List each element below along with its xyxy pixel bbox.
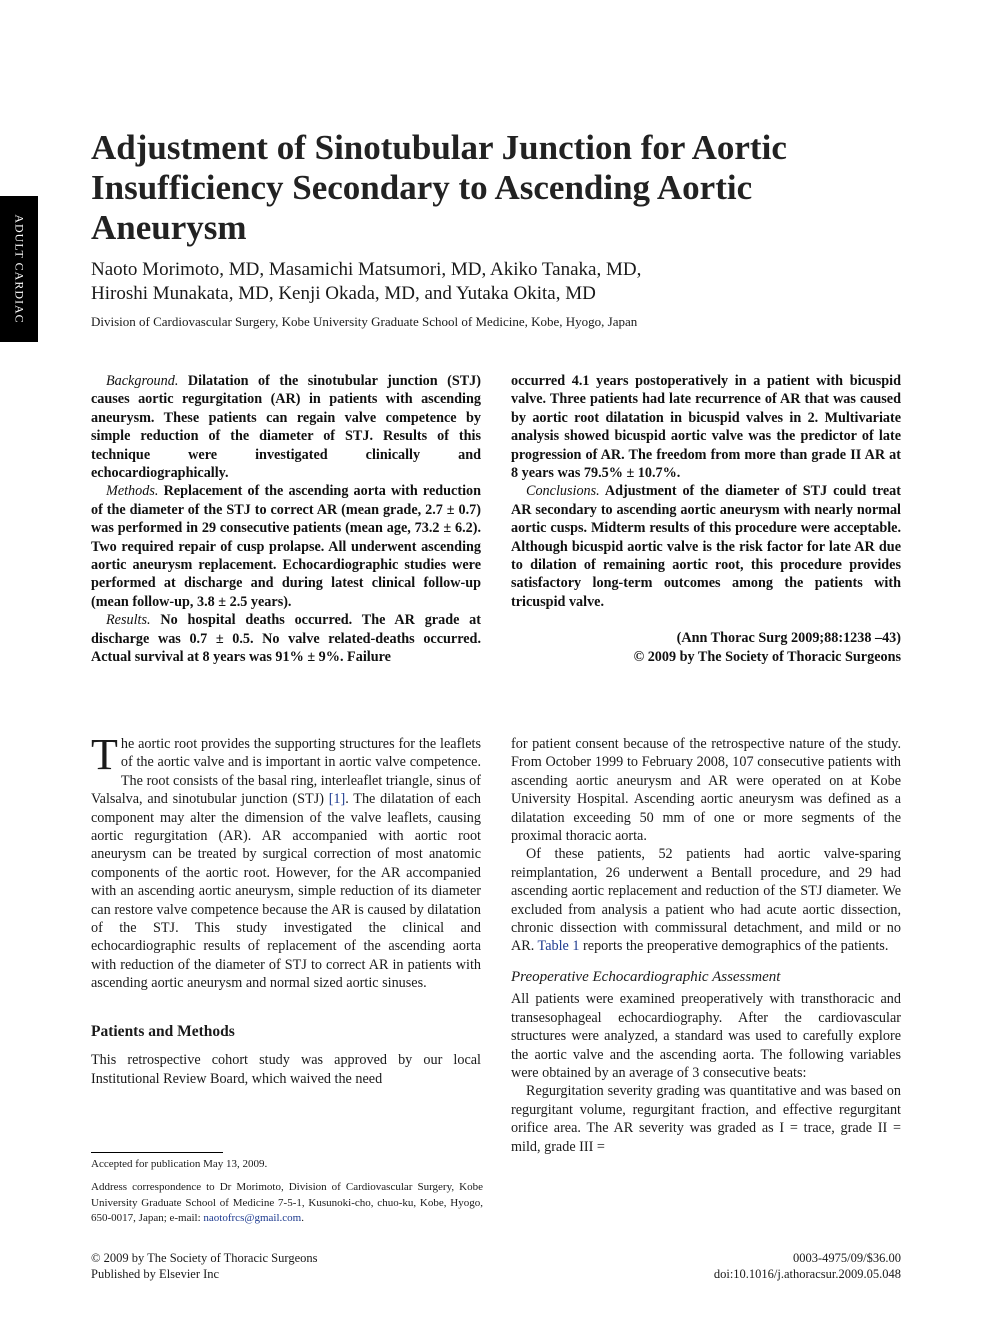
footnote-divider: [91, 1152, 223, 1153]
subsection-heading: Preoperative Echocardiographic Assessment: [511, 968, 781, 985]
methods-paragraph-1-continued: for patient consent because of the retrospective nature of the study. From October 1999 to February 2008, 107 consecutive patients with ascending aortic aneurysm and AR were operated on at Kobe University Hospital. Ascending aortic aneurysm was defined as a dilatation exceeding 50 mm of one or more segments of the proximal thoracic aorta.: [511, 736, 901, 845]
section-heading: Patients and Methods: [91, 1022, 235, 1040]
methods-p2-text-b: reports the preoperative demographics of the patients.: [579, 938, 889, 955]
results-label: Results.: [106, 612, 151, 629]
abstract-methods: [91, 482, 481, 611]
methods-paragraph-1: This retrospective cohort study was approved by our local Institutional Review Board, which waived the need: [91, 1052, 481, 1087]
abstract-background: [91, 372, 481, 482]
intro-text-b: . The dilatation of each component may alter the dimension of the valve leaflets, causing aortic regurgitation (AR). AR accompanied with aortic root aneurysm can be treated by surgical correction of most anatomic components of the aortic root. However, for the AR accompanied with an ascending aortic aneurysm, simple reduction of its diameter can restore valve competence because the AR is caused by dilatation of the STJ. This study investigated the clinical and echocardiographic results of replacement of the ascending aorta with reduction of the diameter of STJ to correct AR in patients with ascending aortic aneurysm and normal sized aortic sinuses.: [91, 791, 481, 992]
copyright-line: © 2009 by The Society of Thoracic Surgeons: [633, 648, 901, 665]
footnote-correspondence: [91, 1180, 483, 1227]
article-title: Adjustment of Sinotubular Junction for Aortic Insufficiency Secondary to Ascending Aortic Aneurysm: [91, 128, 787, 247]
abstract-left-column: [91, 372, 481, 667]
footer-doi: doi:10.1016/j.athoracsur.2009.05.048: [713, 1267, 901, 1281]
correspondence-text: Address correspondence to Dr Morimoto, Division of Cardiovascular Surgery, Kobe University Graduate School of Medicine 7-5-1, Kusunoki-cho, chuo-ku, Kobe, Hyogo, 650-0017, Japan; e-mail:: [91, 1181, 483, 1224]
methods-label: Methods.: [106, 483, 159, 500]
footer-right: [714, 1250, 901, 1282]
methods-text: Replacement of the ascending aorta with reduction of the diameter of the STJ to correct AR (mean grade, 2.7 ± 0.7) was performed in 29 consecutive patients (mean age, 73.2 ± 6.2). Two required repair of cusp prolapse. All underwent ascending aortic aneurysm replacement. Echocardiographic studies were performed at discharge and during latest clinical follow-up (mean follow-up, 3.8 ± 2.5 years).: [91, 483, 481, 610]
side-tab-label: ADULT CARDIAC: [12, 214, 27, 324]
results-text-a: No hospital deaths occurred. The AR grade at discharge was 0.7 ± 0.5. No valve related-deaths occurred. Actual survival at 8 years was 91% ± 9%. Failure: [91, 612, 481, 666]
footer-left: [91, 1250, 317, 1282]
authors-line-1: Naoto Morimoto, MD, Masamichi Matsumori, MD, Akiko Tanaka, MD,: [91, 259, 642, 280]
echo-paragraph-1: All patients were examined preoperatively with transthoracic and transesophageal echocardiography. After the cardiovascular structures were analyzed, a standard was used to carefully explore the aortic valve and the ascending aorta. The following variables were obtained by an average of 3 consecutive beats:: [511, 991, 901, 1081]
abstract-results-continued: occurred 4.1 years postoperatively in a patient with bicuspid valve. Three patients had late recurrence of AR that was caused by aortic root dilatation in bicuspid valves in 2. Multivariate analysis showed bicuspid aortic valve was the predictor of late progression of AR. The freedom from more than grade II AR at 8 years was 79.5% ± 10.7%.: [511, 373, 901, 482]
citation: (Ann Thorac Surg 2009;88:1238 –43): [676, 630, 901, 647]
echo-paragraph-2: Regurgitation severity grading was quantitative and was based on regurgitant volume, regurgitant fraction, and effective regurgitant orifice area. The AR severity was graded as I = trace, grade II = mild, grade III =: [511, 1083, 901, 1155]
affiliation: Division of Cardiovascular Surgery, Kobe University Graduate School of Medicine, Kobe, Hyogo, Japan: [91, 314, 638, 329]
intro-text-a: he aortic root provides the supporting structures for the leaflets of the aortic valve and is important in aortic valve competence. The root consists of the basal ring, interleaflet triangle, sinus of Valsalva, and sinotubular junction (STJ): [91, 736, 481, 808]
abstract-right-column: [511, 372, 901, 666]
methods-p2-text-a: Of these patients, 52 patients had aortic valve-sparing reimplantation, 26 underwent a Bentall procedure, and 29 had ascending aortic replacement and reduction of the STJ diameter. We excluded from analysis a patient who had acute aortic dissection, chronic dissection with commissural detachment, and mild or no AR.: [511, 846, 901, 955]
body-right-column: [511, 735, 901, 1156]
footer-issn: 0003-4975/09/$36.00: [793, 1251, 901, 1265]
footer-publisher: Published by Elsevier Inc: [91, 1267, 220, 1281]
background-label: Background.: [106, 373, 179, 389]
conclusions-label: Conclusions.: [526, 483, 600, 500]
drop-cap: T: [91, 730, 118, 779]
abstract-conclusions: [511, 482, 901, 611]
abstract-results: [91, 611, 481, 666]
body-left-column: [91, 730, 481, 1088]
author-list: [91, 258, 891, 306]
footer-copyright: © 2009 by The Society of Thoracic Surgeons: [91, 1251, 318, 1265]
footnote-accepted: Accepted for publication May 13, 2009.: [91, 1158, 268, 1170]
methods-paragraph-2: [511, 845, 901, 955]
section-side-tab: [0, 196, 38, 342]
background-text: Dilatation of the sinotubular junction (STJ) causes aortic regurgitation (AR) in patients with ascending aneurysm. These patients can regain valve competence by simple reduction of the diameter of STJ. Results of this technique were investigated clinically and echocardiographically.: [91, 373, 482, 482]
correspondence-end: .: [301, 1212, 304, 1224]
intro-paragraph: [91, 730, 481, 993]
reference-link-1[interactable]: [1]: [328, 791, 346, 808]
table-1-link[interactable]: Table 1: [537, 938, 580, 955]
conclusions-text: Adjustment of the diameter of STJ could treat AR secondary to ascending aortic aneurysm with nearly normal aortic cusps. Midterm results of this procedure were acceptable. Although bicuspid aortic valve is the risk factor for late AR due to dilation of remaining aortic root, this procedure provides satisfactory long-term outcomes among the patients with tricuspid valve.: [511, 483, 901, 610]
email-link[interactable]: naotofrcs@gmail.com: [203, 1212, 302, 1224]
authors-line-2: Hiroshi Munakata, MD, Kenji Okada, MD, and Yutaka Okita, MD: [91, 283, 596, 304]
